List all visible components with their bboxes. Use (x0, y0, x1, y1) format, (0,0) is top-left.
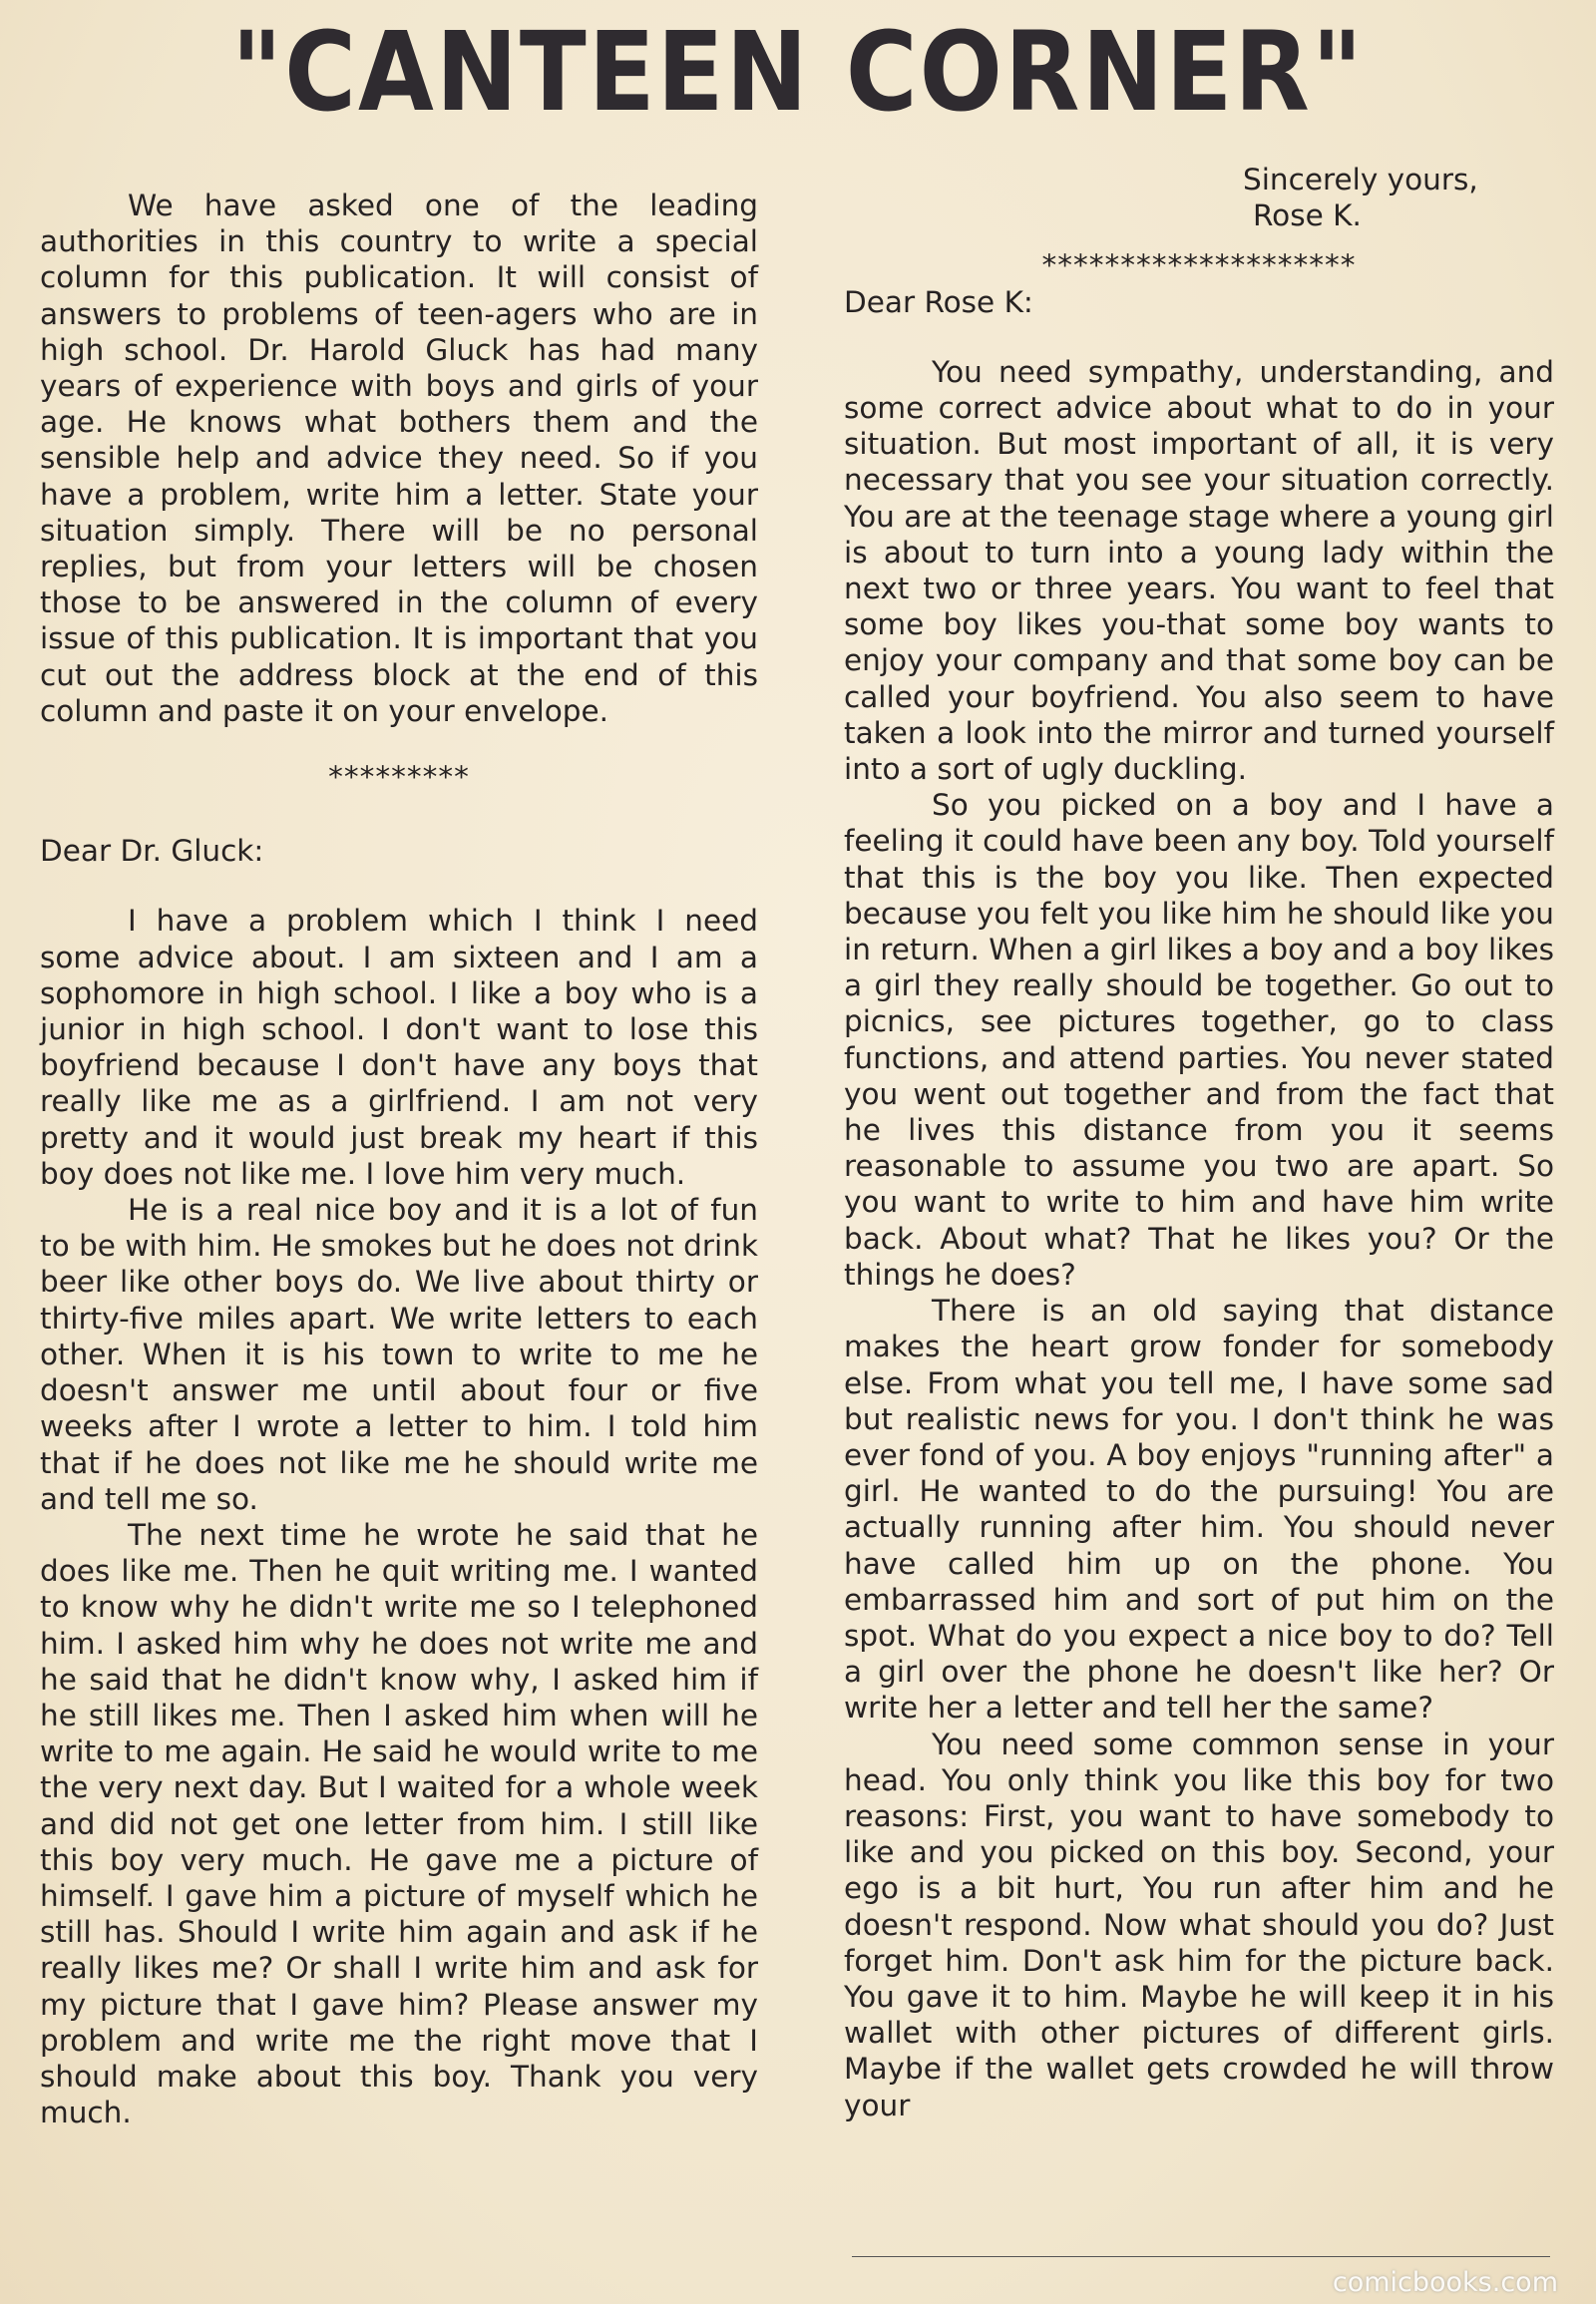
reply-salutation: Dear Rose K: (844, 284, 1033, 319)
bottom-rule (852, 2256, 1550, 2257)
letter-salutation: Dear Dr. Gluck: (40, 834, 264, 869)
left-column (40, 188, 758, 2130)
letter-signature: Rose K. (1253, 198, 1362, 233)
reply-paragraph: You need some common sense in your head. You only think you like this boy for two reasons: First, you want to have somebody to like and you picked on this boy. Second, your ego is a bit hurt, You run after him and he doesn't respond. Now what should you do? Just forget him. Don't ask him for the picture back. You gave it to him. Maybe he will keep it in his wallet with other pictures of different girls. Maybe if the wallet gets crowded he will throw your (844, 1727, 1554, 2122)
reply-paragraph: There is an old saying that distance makes the heart grow fonder for somebody else. From what you tell me, I have some sad but realistic news for you. I don't think he was ever fond of you. A boy enjoys "running after" a girl. He wanted to do the pursuing! You are actually running after him. You should never have called him up on the phone. You embarrassed him and sort of put him on the spot. What do you expect a nice boy to do? Tell a girl over the phone he doesn't like her? Or write her a letter and tell her the same? (844, 1294, 1554, 1726)
right-column (844, 162, 1554, 2123)
reply-paragraph: You need sympathy, understanding, and some correct advice about what to do in your situation. But most important of all, it is very necessary that you see your situation correctly. You are at the teenage stage where a young girl is about to turn into a young lady within the next two or three years. You want to feel that some boy likes you-that some boy wants to enjoy your company and that some boy can be called your boyfriend. You also seem to have taken a look into the mirror and turned yourself into a sort of ugly duckling. (844, 354, 1554, 787)
separator-stars: ********* (328, 760, 470, 795)
page-title: "CANTEEN CORNER" (231, 9, 1365, 137)
letter-closing: Sincerely yours, (1243, 163, 1478, 196)
watermark: comicbooks.com (1332, 2267, 1558, 2298)
reply-paragraph: So you picked on a boy and I have a feeling it could have been any boy. Told yourself that this is the boy you like. Then expected because you felt you like him he should like you in return. When a girl likes a boy and a boy likes a girl they really should be together. Go out to picnics, see pictures together, go to class functions, and attend parties. You never stated you went out together and from the fact that he lives this distance from you it seems reasonable to assume you two are apart. So you want to write to him and have him write back. About what? That he likes you? Or the things he does? (844, 788, 1554, 1292)
separator-stars: ******************** (1041, 248, 1357, 283)
intro-paragraph: We have asked one of the leading authorities in this country to write a special column for this publication. It will consist of answers to problems of teen-agers who are in high school. Dr. Harold Gluck has had many years of experience with boys and girls of your age. He knows what bothers them and the sensible help and advice they need. So if you have a problem, write him a letter. State your situation simply. There will be no personal replies, but from your letters will be chosen those to be answered in the column of every issue of this publication. It is important that you cut out the address block at the end of this column and paste it on your envelope. (40, 189, 758, 728)
letter-paragraph: He is a real nice boy and it is a lot of fun to be with him. He smokes but he does not drink beer like other boys do. We live about thirty or thirty-five miles apart. We write letters to each other. When it is his town to write to me he doesn't answer me until about four or five weeks after I wrote a letter to him. I told him that if he does not like me he should write me and tell me so. (40, 1193, 758, 1516)
letter-paragraph: I have a problem which I think I need some advice about. I am sixteen and I am a sophomore in high school. I like a boy who is a junior in high school. I don't want to lose this boyfriend because I don't have any boys that really like me as a girlfriend. I am not very pretty and it would just break my heart if this boy does not like me. I love him very much. (40, 904, 758, 1191)
letter-paragraph: The next time he wrote he said that he does like me. Then he quit writing me. I wanted to know why he didn't write me so I telephoned him. I asked him why he does not write me and he said that he didn't know why, I asked him if he still likes me. Then I asked him when will he write to me again. He said he would write to me the very next day. But I waited for a whole week and did not get one letter from him. I still like this boy very much. He gave me a picture of himself. I gave him a picture of myself which he still has. Should I write him again and ask if he really likes me? Or shall I write him and ask for my picture that I gave him? Please answer my problem and write me the right move that I should make about this boy. Thank you very much. (40, 1517, 758, 2130)
